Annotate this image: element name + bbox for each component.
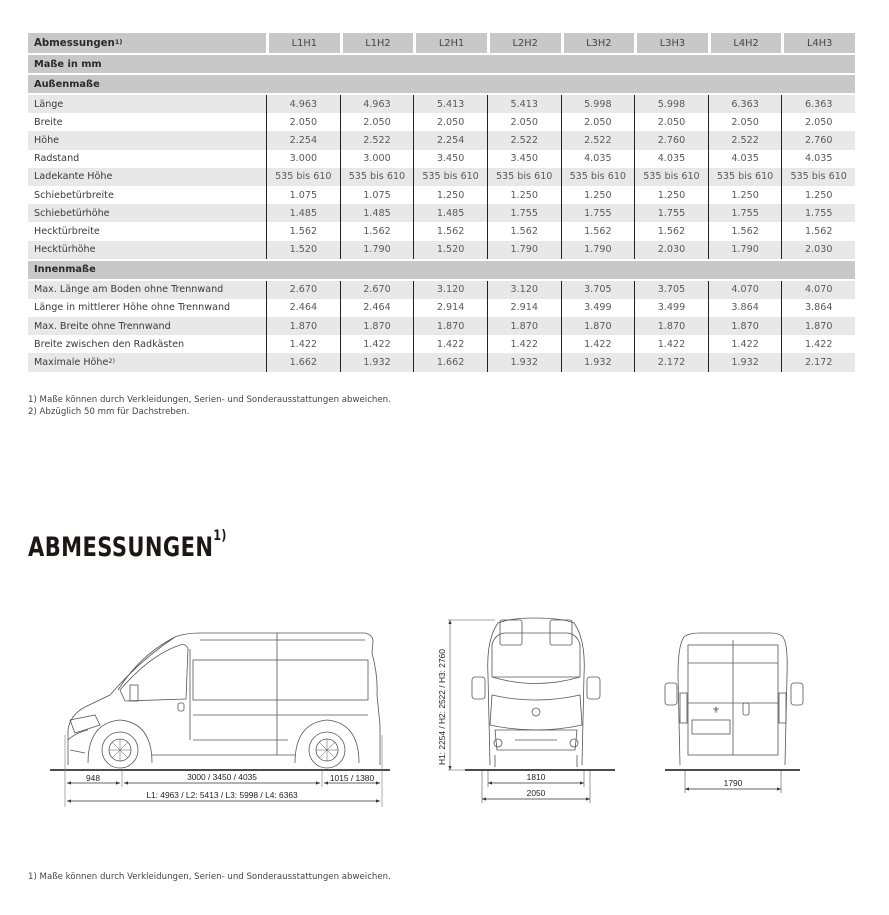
table-cell: 1.562: [781, 222, 855, 240]
table-cell: 1.562: [340, 222, 414, 240]
row-label-text: Länge in mittlerer Höhe ohne Trennwand: [34, 302, 231, 314]
table-row: [28, 222, 855, 240]
column-header: L3H3: [637, 33, 708, 53]
table-cell: 3.120: [487, 281, 561, 299]
wheelbase-label: 3000 / 3450 / 4035: [187, 772, 257, 782]
table-cell: 2.522: [708, 131, 782, 149]
row-label-text: Max. Breite ohne Trennwand: [34, 320, 171, 332]
table-cell: 1.422: [708, 335, 782, 353]
table-cell: 1.562: [266, 222, 340, 240]
table-cell: 1.520: [413, 241, 487, 259]
table-row: [28, 204, 855, 222]
table-cell: 2.030: [634, 241, 708, 259]
table-cell: 4.070: [708, 281, 782, 299]
table-cell: 1.250: [708, 186, 782, 204]
table-row: [28, 241, 855, 259]
table-cell: 1.562: [413, 222, 487, 240]
table-cell: 1.075: [266, 186, 340, 204]
row-label: [28, 208, 266, 219]
table-cell: 535 bis 610: [561, 168, 635, 186]
table-cell: 1.485: [413, 204, 487, 222]
rear-overhang-label: 1015 / 1380: [329, 773, 375, 783]
footnote-1: 1) Maße können durch Verkleidungen, Serien- und Sonderausstattungen abweichen.: [28, 395, 391, 405]
table-cell: 1.422: [634, 335, 708, 353]
table-cell: 1.485: [266, 204, 340, 222]
table-cell: 535 bis 610: [266, 168, 340, 186]
row-label-text: Hecktürbreite: [34, 225, 100, 237]
table-cell: 2.464: [340, 299, 414, 317]
table-cell: 1.250: [561, 186, 635, 204]
table-cell: 535 bis 610: [781, 168, 855, 186]
table-cell: 1.755: [781, 204, 855, 222]
van-side-view-drawing: [40, 615, 400, 815]
table-cell: 1.870: [781, 317, 855, 335]
table-title-text: Abmessungen: [34, 37, 115, 49]
row-label: [28, 321, 266, 332]
table-row: [28, 335, 855, 353]
table-cell: 2.760: [634, 131, 708, 149]
column-header: L1H1: [269, 33, 340, 53]
table-row: [28, 113, 855, 131]
table-cell: 2.050: [413, 113, 487, 131]
row-label: [28, 153, 266, 164]
table-row: [28, 150, 855, 168]
table-cell: 1.422: [340, 335, 414, 353]
table-cell: 1.250: [487, 186, 561, 204]
table-cell: 1.870: [487, 317, 561, 335]
table-cell: 2.050: [487, 113, 561, 131]
table-cell: 1.790: [487, 241, 561, 259]
table-cell: 4.035: [561, 150, 635, 168]
row-label: [28, 190, 266, 201]
table-cell: 2.050: [340, 113, 414, 131]
table-cell: 1.250: [781, 186, 855, 204]
table-cell: 1.250: [413, 186, 487, 204]
table-cell: 535 bis 610: [340, 168, 414, 186]
table-cell: 5.413: [413, 95, 487, 113]
table-cell: 1.520: [266, 241, 340, 259]
table-row: [28, 131, 855, 149]
row-label: [28, 244, 266, 255]
table-cell: 1.870: [708, 317, 782, 335]
table-cell: 1.422: [413, 335, 487, 353]
row-label-text: Länge: [34, 98, 64, 110]
front-overhang-label: 948: [86, 773, 100, 783]
row-label-text: Schiebetürbreite: [34, 189, 114, 201]
table-title: [28, 33, 266, 53]
row-label: [28, 99, 266, 110]
table-cell: 1.790: [561, 241, 635, 259]
table-cell: 1.932: [708, 353, 782, 371]
table-cell: 1.932: [561, 353, 635, 371]
table-row: [28, 95, 855, 113]
table-cell: 1.562: [487, 222, 561, 240]
row-label: [28, 117, 266, 128]
table-cell: 2.914: [413, 299, 487, 317]
table-cell: 4.963: [266, 95, 340, 113]
table-cell: 1.562: [634, 222, 708, 240]
table-cell: 2.522: [487, 131, 561, 149]
van-front-view-drawing: [420, 615, 640, 810]
table-cell: 3.499: [634, 299, 708, 317]
table-cell: 6.363: [781, 95, 855, 113]
table-cell: 2.670: [340, 281, 414, 299]
section-label: Innenmaße: [34, 264, 96, 276]
table-cell: 4.963: [340, 95, 414, 113]
table-cell: 1.422: [487, 335, 561, 353]
section-heading: [28, 528, 227, 563]
table-cell: 1.075: [340, 186, 414, 204]
table-cell: 2.254: [413, 131, 487, 149]
table-cell: 5.413: [487, 95, 561, 113]
table-cell: 2.522: [561, 131, 635, 149]
row-label: [28, 226, 266, 237]
table-cell: 3.705: [561, 281, 635, 299]
overall-width-label: 2050: [526, 788, 546, 798]
row-label-text: Höhe: [34, 134, 60, 146]
table-footnotes: [28, 395, 391, 418]
table-row: [28, 168, 855, 186]
table-row: [28, 186, 855, 204]
footnote-2: 2) Abzüglich 50 mm für Dachstreben.: [28, 406, 190, 417]
table-cell: 3.120: [413, 281, 487, 299]
heading-footnote-marker: 1): [213, 528, 227, 544]
row-label-text: Breite zwischen den Radkästen: [34, 338, 185, 350]
table-cell: 1.422: [561, 335, 635, 353]
van-rear-view-drawing: [640, 615, 840, 810]
row-label-text: Breite: [34, 116, 63, 128]
table-cell: 2.914: [487, 299, 561, 317]
unit-label: Maße in mm: [34, 58, 102, 70]
section-label: Außenmaße: [34, 78, 100, 90]
table-cell: 6.363: [708, 95, 782, 113]
section-header-row: [28, 261, 855, 279]
row-label: [28, 284, 266, 295]
table-cell: 2.050: [781, 113, 855, 131]
table-cell: 3.000: [266, 150, 340, 168]
table-cell: 1.755: [634, 204, 708, 222]
table-cell: 1.870: [266, 317, 340, 335]
table-row: [28, 299, 855, 317]
table-cell: 1.250: [634, 186, 708, 204]
table-cell: 2.030: [781, 241, 855, 259]
table-cell: 4.035: [708, 150, 782, 168]
table-cell: 2.050: [561, 113, 635, 131]
table-cell: 535 bis 610: [634, 168, 708, 186]
table-cell: 1.485: [340, 204, 414, 222]
table-cell: 4.035: [634, 150, 708, 168]
dimensions-table: [28, 33, 855, 372]
table-cell: 1.870: [340, 317, 414, 335]
table-cell: 1.932: [487, 353, 561, 371]
table-cell: 3.864: [781, 299, 855, 317]
table-cell: 1.422: [266, 335, 340, 353]
table-row: [28, 317, 855, 335]
table-cell: 5.998: [561, 95, 635, 113]
table-cell: 2.464: [266, 299, 340, 317]
column-header: L1H2: [343, 33, 414, 53]
table-cell: 2.050: [634, 113, 708, 131]
table-cell: 1.662: [413, 353, 487, 371]
footnote-marker: 1): [114, 38, 123, 46]
table-sections: [28, 75, 855, 372]
table-cell: 2.172: [781, 353, 855, 371]
table-cell: 535 bis 610: [413, 168, 487, 186]
row-label-text: Max. Länge am Boden ohne Trennwand: [34, 284, 224, 296]
table-cell: 2.050: [708, 113, 782, 131]
table-cell: 5.998: [634, 95, 708, 113]
table-cell: 1.755: [708, 204, 782, 222]
height-label: H1: 2254 / H2: 2522 / H3: 2760: [437, 649, 447, 765]
table-cell: 1.870: [561, 317, 635, 335]
table-cell: 3.864: [708, 299, 782, 317]
table-cell: 2.050: [266, 113, 340, 131]
row-label-text: Hecktürhöhe: [34, 244, 96, 256]
table-cell: 3.450: [487, 150, 561, 168]
front-track-label: 1810: [526, 772, 546, 782]
table-cell: 2.254: [266, 131, 340, 149]
total-length-label: L1: 4963 / L2: 5413 / L3: 5998 / L4: 6363: [146, 790, 298, 800]
table-cell: 2.670: [266, 281, 340, 299]
row-label-text: Ladekante Höhe: [34, 171, 113, 183]
row-label-text: Schiebetürhöhe: [34, 207, 110, 219]
table-cell: 2.760: [781, 131, 855, 149]
table-cell: 3.450: [413, 150, 487, 168]
column-header: L2H2: [490, 33, 561, 53]
table-cell: 1.662: [266, 353, 340, 371]
table-cell: 1.755: [561, 204, 635, 222]
column-header: L2H1: [416, 33, 487, 53]
table-row: [28, 353, 855, 371]
column-headers: [269, 33, 855, 53]
table-cell: 2.522: [340, 131, 414, 149]
table-cell: 1.755: [487, 204, 561, 222]
table-row: [28, 281, 855, 299]
table-cell: 4.035: [781, 150, 855, 168]
brand-logo-icon: ⚜: [712, 706, 721, 716]
column-header: L3H2: [564, 33, 635, 53]
table-cell: 1.422: [781, 335, 855, 353]
rear-track-label: 1790: [723, 778, 743, 788]
unit-row: [28, 55, 855, 73]
table-cell: 1.932: [340, 353, 414, 371]
row-label: [28, 171, 266, 182]
row-label: [28, 339, 266, 350]
table-cell: 3.000: [340, 150, 414, 168]
table-cell: 1.562: [708, 222, 782, 240]
table-cell: 1.870: [634, 317, 708, 335]
table-header-row: [28, 33, 855, 53]
table-cell: 535 bis 610: [708, 168, 782, 186]
table-cell: 1.562: [561, 222, 635, 240]
table-cell: 4.070: [781, 281, 855, 299]
table-cell: 1.790: [340, 241, 414, 259]
bottom-footnote: 1) Maße können durch Verkleidungen, Serien- und Sonderausstattungen abweichen.: [28, 872, 391, 882]
row-label-text: Radstand: [34, 153, 80, 165]
row-label: [28, 302, 266, 313]
table-cell: 2.172: [634, 353, 708, 371]
table-cell: 3.499: [561, 299, 635, 317]
section-header-row: [28, 75, 855, 93]
row-label: [28, 135, 266, 146]
footnote-marker: 2): [108, 357, 116, 366]
column-header: L4H3: [784, 33, 855, 53]
row-label-text: Maximale Höhe: [34, 357, 109, 369]
heading-text: ABMESSUNGEN: [28, 532, 214, 563]
column-header: L4H2: [711, 33, 782, 53]
table-cell: 535 bis 610: [487, 168, 561, 186]
row-label: [28, 357, 266, 368]
table-cell: 3.705: [634, 281, 708, 299]
table-cell: 1.870: [413, 317, 487, 335]
table-cell: 1.790: [708, 241, 782, 259]
